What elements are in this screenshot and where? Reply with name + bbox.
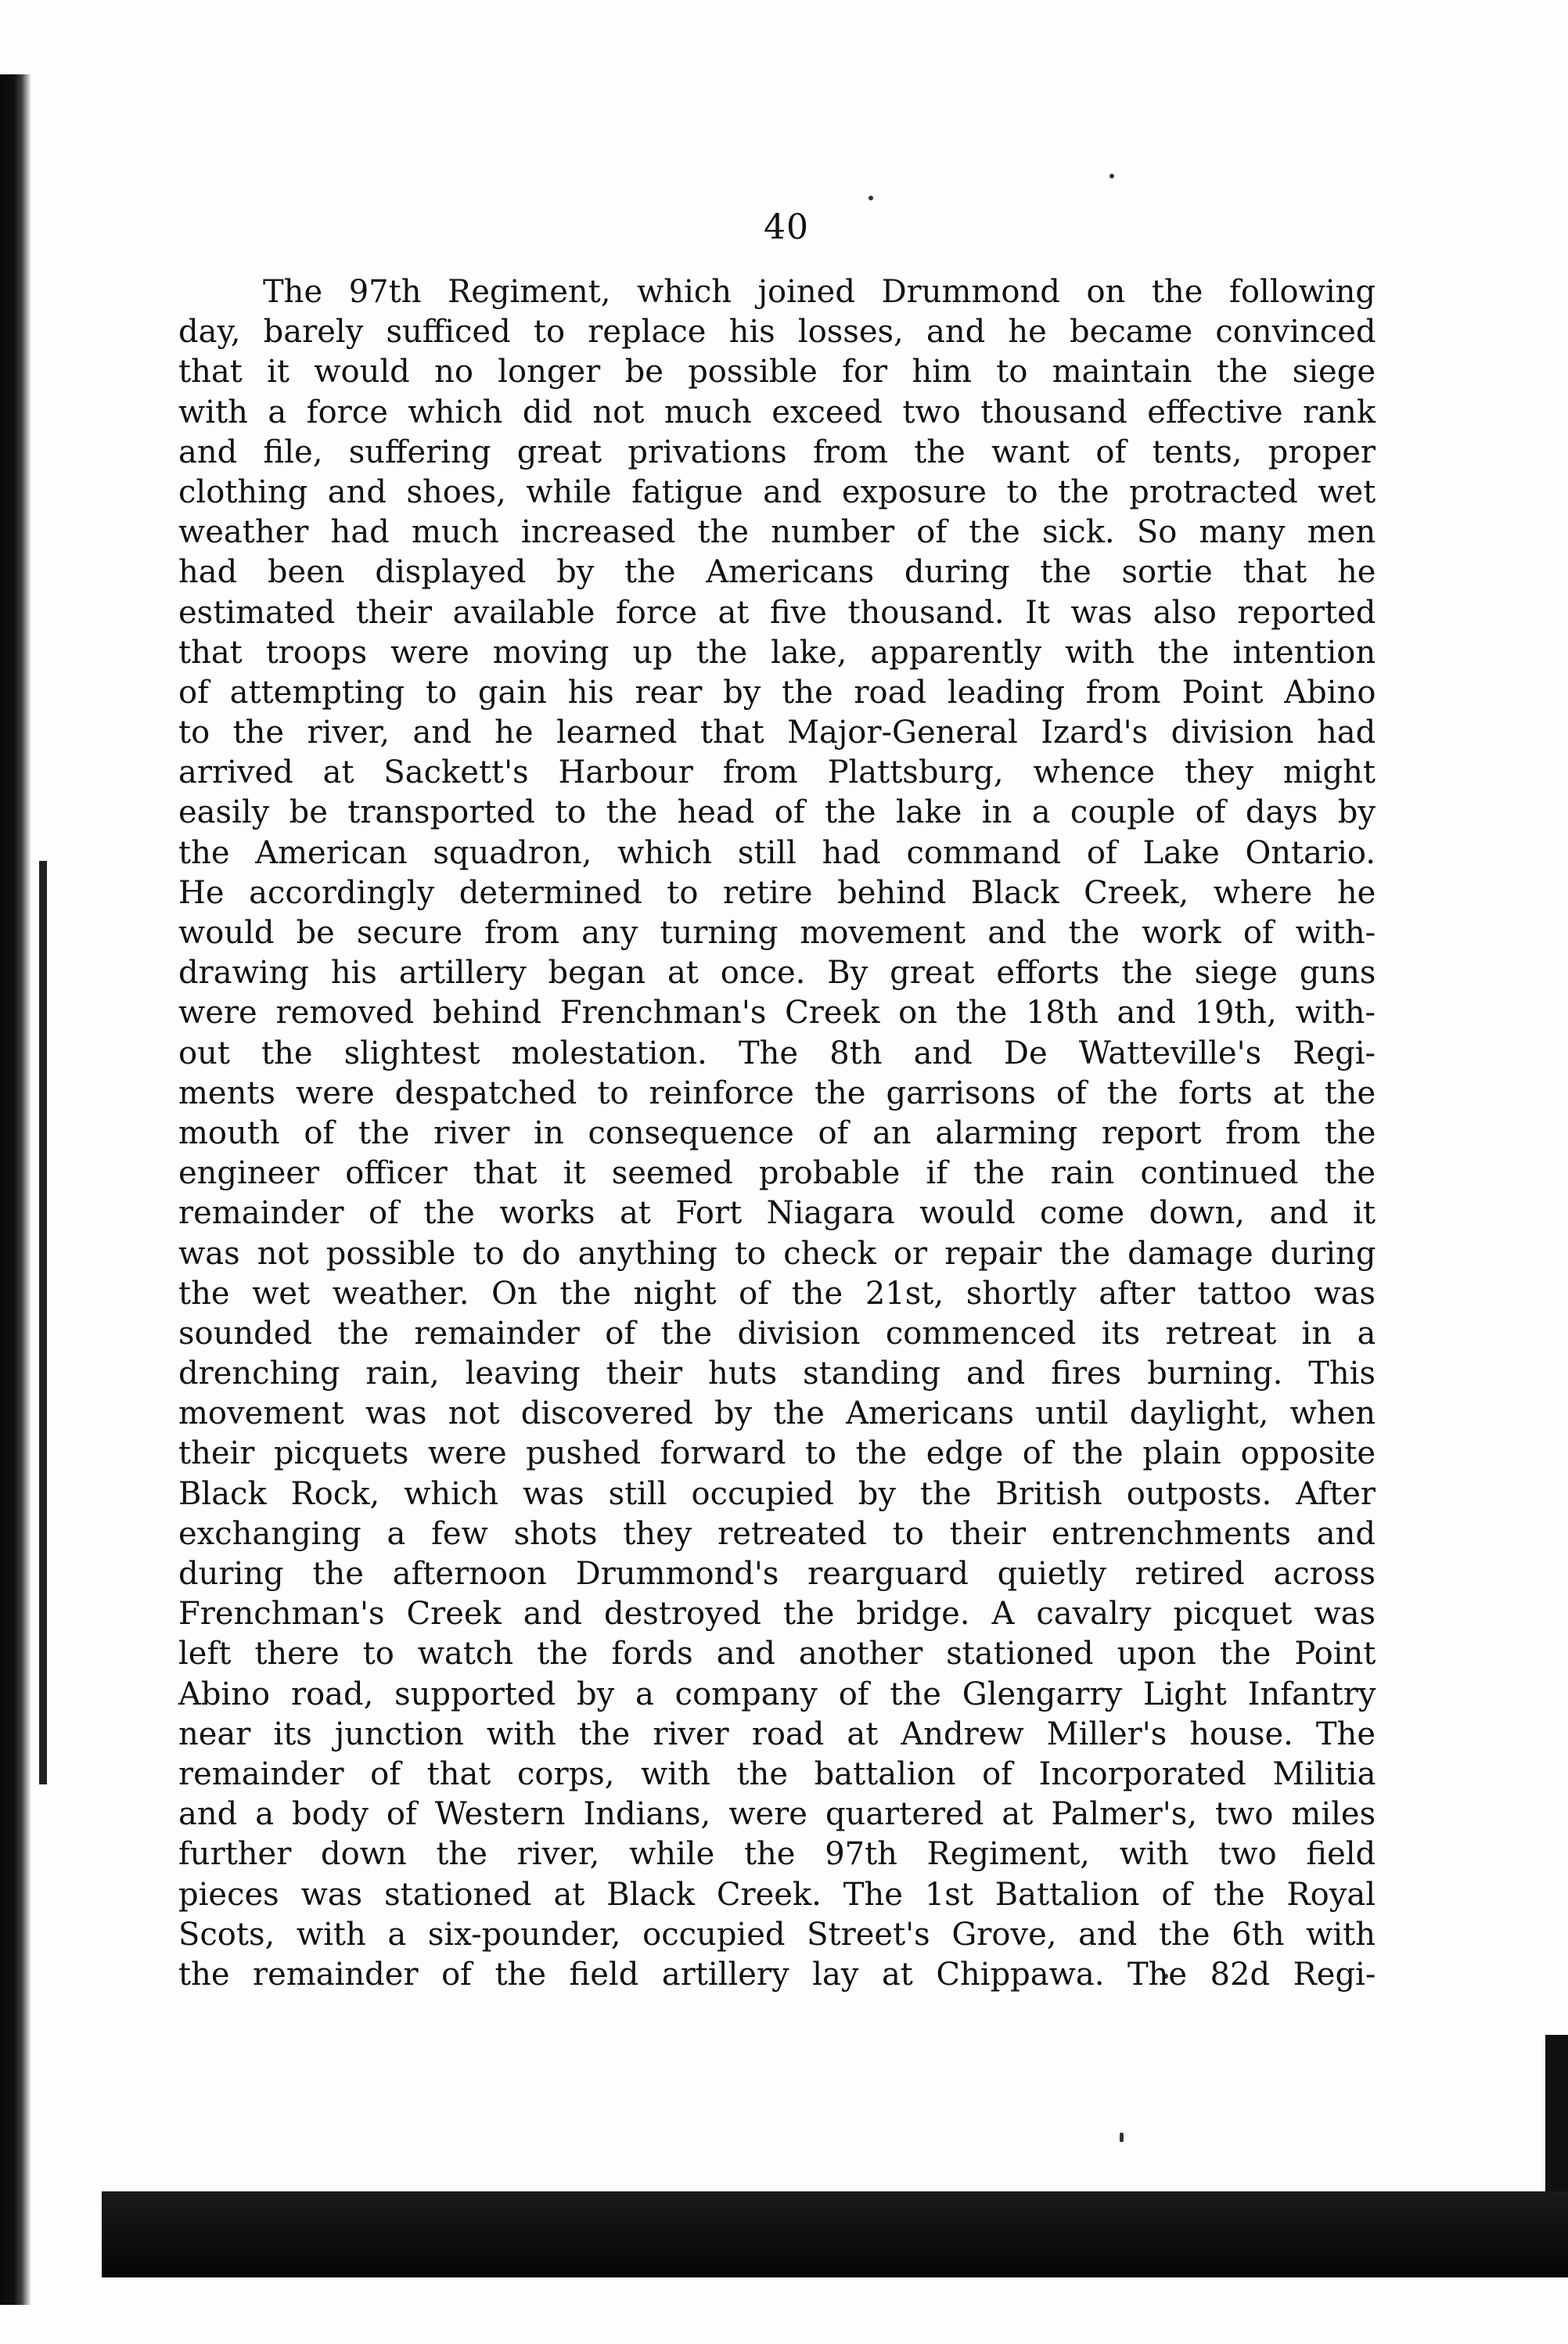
text-line: near its junction with the river road at Andrew Miller's house. The — [178, 1716, 1376, 1752]
text-line: further down the river, while the 97th Regiment, with two field — [178, 1836, 1376, 1873]
text-line: remainder of the works at Fort Niagara would come down, and it — [178, 1195, 1376, 1232]
scan-speck — [869, 196, 873, 200]
text-line: The 97th Regiment, which joined Drummond on the following — [263, 274, 1376, 310]
text-line: Frenchman's Creek and destroyed the bridge. A cavalry picquet was — [178, 1596, 1376, 1633]
text-line: Black Rock, which was still occupied by the British outposts. After — [178, 1475, 1376, 1512]
text-line: and a body of Western Indians, were quartered at Palmer's, two miles — [178, 1796, 1376, 1833]
text-line: drenching rain, leaving their huts standing and fires burning. This — [178, 1356, 1376, 1392]
text-line: remainder of that corps, with the battalion of Incorporated Militia — [178, 1755, 1376, 1792]
page-number: 40 — [764, 207, 809, 247]
text-line: day, barely sufficed to replace his losses, and he became convinced — [178, 314, 1376, 351]
text-line: estimated their available force at five thousand. It was also reported — [178, 594, 1376, 631]
text-line: movement was not discovered by the Americans until daylight, when — [178, 1395, 1376, 1432]
text-line: had been displayed by the Americans during the sortie that he — [178, 554, 1376, 591]
body-text — [178, 272, 1376, 1995]
scan-speck — [1120, 2133, 1124, 2142]
text-line: sounded the remainder of the division commenced its retreat in a — [178, 1315, 1376, 1352]
text-line: drawing his artillery began at once. By great efforts the siege guns — [178, 955, 1376, 992]
text-line: mouth of the river in consequence of an alarming report from the — [178, 1114, 1376, 1151]
text-line: that troops were moving up the lake, apparently with the intention — [178, 634, 1376, 671]
text-line: arrived at Sackett's Harbour from Plattsburg, whence they might — [178, 754, 1376, 791]
scan-bottom-edge-shadow — [102, 2191, 1568, 2277]
text-line: weather had much increased the number of the sick. So many men — [178, 514, 1376, 551]
scan-speck — [1109, 174, 1114, 178]
text-line: of attempting to gain his rear by the road leading from Point Abino — [178, 674, 1376, 711]
text-line: during the afternoon Drummond's rearguard quietly retired across — [178, 1556, 1376, 1592]
text-line: were removed behind Frenchman's Creek on the 18th and 19th, with- — [178, 995, 1376, 1032]
text-line: the American squadron, which still had command of Lake Ontario. — [178, 834, 1376, 871]
text-line: was not possible to do anything to check or repair the damage during — [178, 1235, 1376, 1272]
text-line: would be secure from any turning movement and the work of with- — [178, 915, 1376, 951]
scan-left-edge-mark — [39, 861, 47, 1784]
text-line: He accordingly determined to retire behind Black Creek, where he — [178, 874, 1376, 911]
text-line: the wet weather. On the night of the 21st, shortly after tattoo was — [178, 1275, 1376, 1312]
scan-left-edge-shadow — [0, 74, 31, 2305]
text-line: that it would no longer be possible for him to maintain the siege — [178, 354, 1376, 391]
text-line: the remainder of the field artillery lay at Chippawa. The 82d Regi- — [178, 1956, 1376, 1993]
text-line: left there to watch the fords and another stationed upon the Point — [178, 1636, 1376, 1672]
text-line: to the river, and he learned that Major-General Izard's division had — [178, 715, 1376, 751]
text-line: easily be transported to the head of the lake in a couple of days by — [178, 794, 1376, 831]
text-line: out the slightest molestation. The 8th and De Watteville's Regi- — [178, 1035, 1376, 1071]
text-line: their picquets were pushed forward to the edge of the plain opposite — [178, 1435, 1376, 1472]
text-line: pieces was stationed at Black Creek. The 1st Battalion of the Royal — [178, 1876, 1376, 1913]
text-line: ments were despatched to reinforce the garrisons of the forts at the — [178, 1075, 1376, 1111]
text-line: and file, suffering great privations from the want of tents, proper — [178, 434, 1376, 470]
text-line: Abino road, supported by a company of the Glengarry Light Infantry — [178, 1676, 1376, 1712]
text-line: exchanging a few shots they retreated to their entrenchments and — [178, 1515, 1376, 1552]
text-line: engineer officer that it seemed probable if the rain continued the — [178, 1155, 1376, 1192]
text-line: with a force which did not much exceed two thousand effective rank — [178, 394, 1376, 430]
text-line: clothing and shoes, while fatigue and exposure to the protracted wet — [178, 473, 1376, 510]
text-line: Scots, with a six-pounder, occupied Street's Grove, and the 6th with — [178, 1916, 1376, 1953]
